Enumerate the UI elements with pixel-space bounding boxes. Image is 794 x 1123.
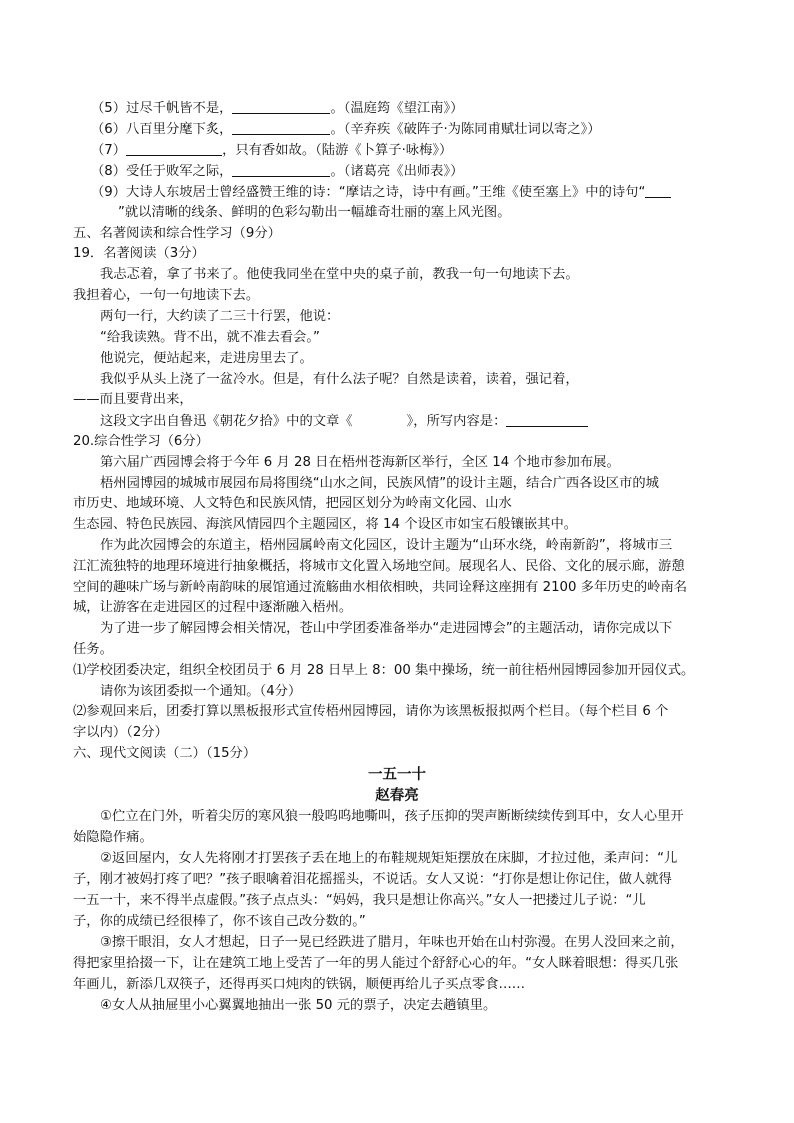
- answer-blank[interactable]: [645, 183, 671, 198]
- paragraph-line: ①伫立在门外，听着尖厉的寒风狼一般呜呜地嘶叫，孩子压抑的哭声断断续续传到耳中，女人心里开: [100, 809, 684, 824]
- poem-9-continuation: ”就以清晰的线条、鲜明的色彩勾勒出一幅雄奇壮丽的塞上风光图。: [118, 205, 511, 220]
- q20-text-line: 城，让游客在走进园区的过程中逐渐融入梧州。: [73, 600, 353, 615]
- passage-line: 两句一行，大约读了二三十行罢，他说：: [100, 309, 340, 324]
- q20-text-line: 作为此次园博会的东道主，梧州园属岭南文化园区，设计主题为“山环水绕，岭南新韵”，将城市三: [100, 538, 673, 553]
- article-author: 赵春亮: [375, 788, 419, 804]
- q20-text-line: 为了进一步了解园博会相关情况，苍山中学团委准备举办“走进园博会”的主题活动，请你完成以下: [100, 621, 673, 636]
- poem-question-7: [91, 141, 452, 160]
- poem-5-source: 。（温庭筠《望江南》）: [330, 101, 464, 116]
- paragraph-line: 年画儿，新添几双筷子，还得再买口炖肉的铁锅，顺便再给儿子买点零食……: [73, 977, 526, 992]
- task-1: ⑴学校团委决定，组织全校团员于 6 月 28 日早上 8：00 集中操场，统一前往梧州园博园参加开园仪式。: [73, 663, 695, 678]
- q19-prompt-text: 这段文字出自鲁迅《朝花夕拾》中的文章《: [100, 414, 353, 429]
- passage-line: ——而且要背出来，: [73, 392, 193, 407]
- poem-5-prompt: （5）过尽千帆皆不是，: [91, 101, 233, 116]
- passage-line: 他说完，便站起来，走进房里去了。: [100, 351, 313, 366]
- q20-text-line: 江汇流独特的地理环境进行抽象概括，将城市文化置入场地空间。展现名人、民俗、文化的展示廊，游憩: [73, 559, 685, 574]
- poem-9-prompt: （9）大诗人东坡居士曾经盛赞王维的诗：“摩诘之诗，诗中有画。”王维《使至塞上》中的诗句“: [91, 185, 646, 200]
- poem-question-6: [91, 120, 601, 139]
- answer-blank[interactable]: [232, 162, 330, 177]
- poem-question-9-cont: [118, 204, 511, 222]
- paragraph-line: 一五一十，来不得半点虚假。”孩子点点头：“妈妈，我只是想让你高兴。”女人一把搂过儿子说：“儿: [73, 893, 646, 908]
- article-title: 一五一十: [368, 767, 426, 783]
- answer-blank[interactable]: [232, 99, 330, 114]
- q20-text-line: 第六届广西园博会将于今年 6 月 28 日在梧州苍海新区举行，全区 14 个地市参加布展。: [100, 455, 620, 470]
- poem-8-prompt: （8）受任于败军之际，: [91, 164, 233, 179]
- paragraph-line: ②返回屋内，女人先将刚才打罢孩子丢在地上的布鞋规规矩矩摆放在床脚，才拉过他，柔声问：“儿: [100, 851, 678, 866]
- passage-line: 我忐忑着，拿了书来了。他使我同坐在堂中央的桌子前，教我一句一句地读下去。: [100, 267, 579, 282]
- q20-text-line: 空间的趣味广场与新岭南韵味的展馆通过流觞曲水相依相映，共同诠释这座拥有 2100 多年历史的岭南名: [73, 580, 688, 595]
- answer-blank[interactable]: [506, 412, 588, 427]
- answer-blank[interactable]: [232, 120, 330, 135]
- question-19-prompt: [100, 412, 588, 431]
- passage-line: “给我读熟。背不出，就不准去看会。”: [100, 330, 320, 345]
- q19-prompt-text-2: 》，所写内容是：: [406, 414, 507, 429]
- q20-text-line: 梧州园博园的城城市展园布局将围绕“山水之间，民族风情”的设计主题，结合广西各设区市的城: [100, 476, 659, 491]
- paragraph-line: 子，你的成绩已经很棒了，你不该自己改分数的。”: [73, 914, 366, 929]
- poem-8-source: 。（诸葛亮《出师表》）: [330, 164, 464, 179]
- poem-question-5: [91, 99, 463, 118]
- poem-7-source: ，只有香如故。（陆游《卜算子·咏梅》）: [222, 143, 453, 158]
- paragraph-line: 得把家里拾掇一下，让在建筑工地上受苦了一年的男人能过个舒舒心心的年。“女人眯着眼想：得买几张: [73, 956, 679, 971]
- q20-text-line: 生态园、特色民族园、海滨风情园四个主题园区，将 14 个设区市如宝石般镶嵌其中。: [73, 517, 578, 532]
- task-2: ⑵参观回来后，团委打算以黑板报形式宣传梧州园博园，请你为该黑板报拟两个栏目。（每个栏目 6 个: [73, 704, 669, 719]
- poem-question-8: [91, 162, 463, 181]
- question-20-heading: 20.综合性学习（6分）: [73, 434, 209, 449]
- q20-text-line: 任务。: [73, 642, 113, 657]
- poem-7-prompt: （7）: [91, 143, 127, 158]
- answer-blank[interactable]: [126, 141, 222, 156]
- q20-text-line: 市历史、地域环境、人文特色和民族风情，把园区划分为岭南文化园、山水: [73, 496, 512, 511]
- task-1-cont: 请你为该团委拟一个通知。（4分）: [100, 684, 302, 699]
- paragraph-line: ④女人从抽屉里小心翼翼地抽出一张 50 元的票子，决定去趟镇里。: [100, 998, 497, 1013]
- poem-6-source: 。（辛弃疾《破阵子·为陈同甫赋壮词以寄之》）: [330, 122, 601, 137]
- paragraph-line: ③擦干眼泪，女人才想起，日子一晃已经跌进了腊月，年味也开始在山村弥漫。在男人没回来之前，: [100, 935, 684, 950]
- paragraph-line: 始隐隐作痛。: [73, 830, 153, 845]
- section-5-heading: 五、名著阅读和综合性学习（9分）: [73, 226, 281, 241]
- poem-6-prompt: （6）八百里分麾下炙，: [91, 122, 233, 137]
- paragraph-line: 子，刚才被妈打疼了吧？”孩子眼噙着泪花摇摇头，不说话。女人又说：“打你是想让你记住，做人就得: [73, 872, 672, 887]
- task-2-cont: 字以内）（2分）: [73, 725, 168, 740]
- poem-question-9: [91, 183, 671, 202]
- section-6-heading: 六、现代文阅读（二）（15分）: [73, 746, 257, 761]
- passage-line: 我担着心，一句一句地读下去。: [73, 288, 260, 303]
- passage-line: 我似乎从头上浇了一盆冷水。但是，有什么法子呢？自然是读着，读着，强记着，: [100, 372, 579, 387]
- question-19-heading: 19．名著阅读（3分）: [73, 246, 205, 261]
